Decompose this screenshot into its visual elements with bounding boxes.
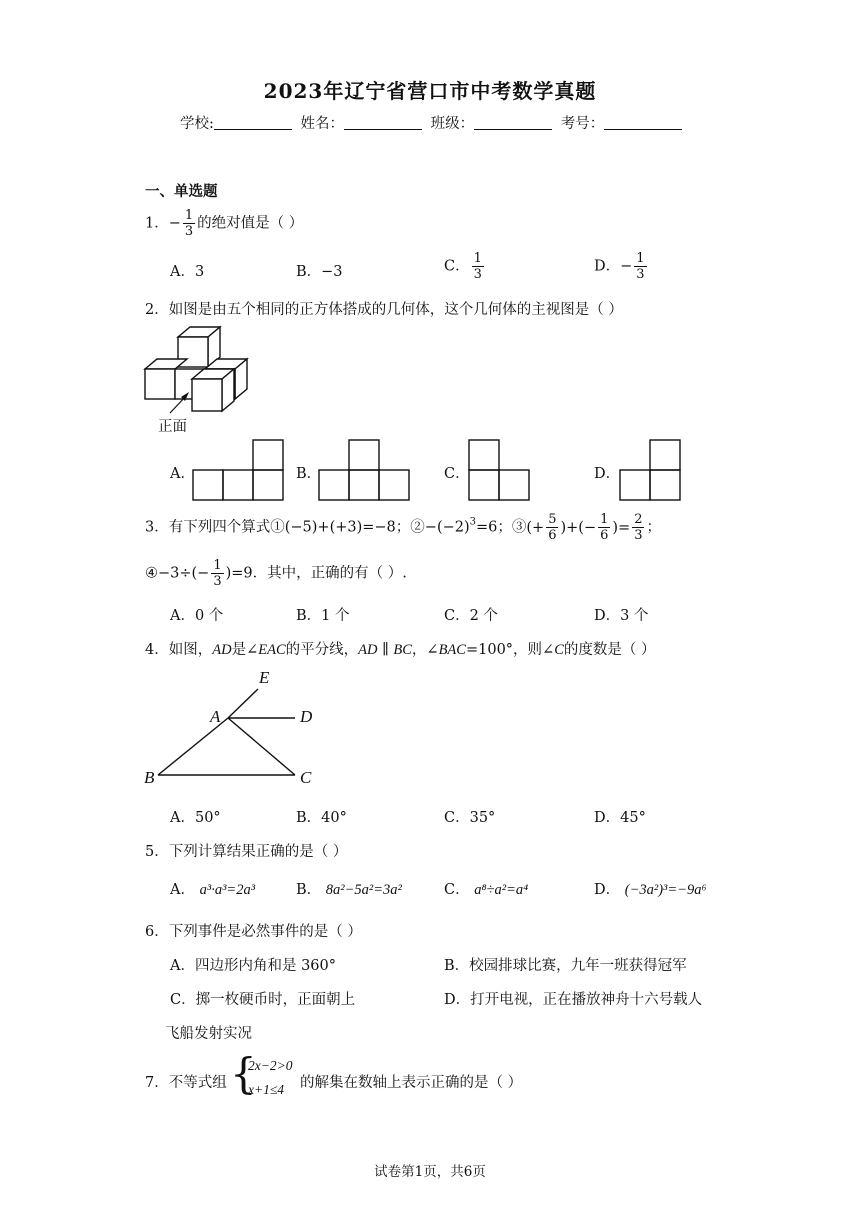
question-6-text: 6．下列事件是必然事件的是（ ） bbox=[145, 924, 362, 940]
q5-option-c[interactable]: C． a⁸÷a²=a⁴ bbox=[444, 882, 529, 898]
q2-option-b-label[interactable]: B． bbox=[296, 466, 322, 482]
q4-option-c[interactable]: C．35° bbox=[444, 810, 496, 826]
q4-option-d[interactable]: D．45° bbox=[594, 810, 646, 826]
q6-option-b[interactable]: B．校园排球比赛，九年一班获得冠军 bbox=[444, 958, 687, 974]
page-title: 2023年辽宁省营口市中考数学真题 bbox=[263, 79, 597, 103]
point-label-a: A bbox=[210, 707, 221, 726]
point-label-d: D bbox=[300, 707, 313, 726]
q3-option-c[interactable]: C．2 个 bbox=[444, 608, 498, 624]
question-7-text: 的解集在数轴上表示正确的是（ ） bbox=[300, 1075, 523, 1091]
point-label-b: B bbox=[144, 768, 155, 787]
q6-option-d[interactable]: D．打开电视，正在播放神舟十六号载人 bbox=[444, 992, 703, 1008]
class-blank[interactable] bbox=[474, 115, 552, 130]
inequality-2: x+1≤4 bbox=[248, 1082, 285, 1097]
q1-option-b[interactable]: B．−3 bbox=[296, 264, 343, 280]
inequality-1: 2x−2>0 bbox=[248, 1058, 293, 1073]
q2-option-b-figure[interactable] bbox=[318, 438, 414, 502]
fraction: $\frac{1}{3}$ bbox=[473, 251, 482, 282]
q2-option-d-figure[interactable] bbox=[619, 438, 685, 502]
question-1 bbox=[145, 208, 303, 239]
q1-option-c[interactable]: C． $\frac{1}{3}$ bbox=[444, 251, 482, 282]
section-heading: 一、单选题 bbox=[145, 183, 218, 200]
question-3-line-1: 3．有下列四个算式①(−5)+(+3)=−8；$②-(-2)^3=6$；③(+ $\frac{5}{6}$ )+(− $\frac{1}{6}$ )= $\frac{2}{3}$ ； bbox=[145, 512, 661, 543]
question-3-line-2: ④−3÷(− $\frac{1}{3}$ )=9．其中，正确的有（ ）. bbox=[145, 558, 407, 589]
q3-option-a[interactable]: A．0 个 bbox=[170, 608, 224, 624]
question-4-text: 4．如图，AD是∠EAC的平分线，AD ∥ BC，∠BAC=100°，则∠C的度数是（ ） bbox=[145, 642, 656, 658]
exam-number-blank[interactable] bbox=[604, 115, 682, 130]
q2-option-a-label[interactable]: A． bbox=[170, 466, 195, 482]
q2-option-c-label[interactable]: C． bbox=[444, 466, 470, 482]
question-1-text: 的绝对值是（ ） bbox=[197, 215, 304, 232]
fraction: $\frac{1}{3}$ bbox=[636, 251, 645, 282]
minus-sign: − bbox=[168, 215, 181, 232]
student-info-line bbox=[180, 112, 686, 133]
expression-4: ④−3÷(− bbox=[145, 565, 210, 582]
expression-1: (−5)+(+3)=−8 bbox=[284, 519, 396, 536]
q5-option-d[interactable]: D． (−3a²)³=−9a⁶ bbox=[594, 882, 707, 898]
ray-ae bbox=[228, 689, 258, 718]
school-label: 学校: bbox=[180, 116, 214, 132]
fraction: $\frac{1}{3}$ bbox=[184, 208, 194, 239]
name-label: 姓名： bbox=[300, 116, 344, 132]
q2-option-c-figure[interactable] bbox=[468, 438, 534, 502]
q6-option-d-continuation: 飞船发射实况 bbox=[165, 1026, 252, 1042]
q4-option-b[interactable]: B．40° bbox=[296, 810, 347, 826]
q5-option-b[interactable]: B． 8a²−5a²=3a² bbox=[296, 882, 402, 898]
question-7-lead: 7．不等式组 bbox=[145, 1075, 227, 1091]
q3-option-d[interactable]: D．3 个 bbox=[594, 608, 649, 624]
front-view-label: 正面 bbox=[158, 419, 187, 435]
q5-option-a[interactable]: A． a³·a³=2a³ bbox=[170, 882, 256, 898]
expression-3: (+ $\frac{5}{6}$ )+(− $\frac{1}{6}$ )= $\frac{2}{3}$ bbox=[526, 512, 643, 543]
question-1-number: 1． bbox=[145, 215, 169, 232]
name-blank[interactable] bbox=[344, 115, 422, 130]
brace-icon: { bbox=[230, 1049, 257, 1098]
side-ac bbox=[228, 718, 295, 775]
question-2-text: 2．如图是由五个相同的正方体搭成的几何体，这个几何体的主视图是（ ） bbox=[145, 302, 623, 318]
class-label: 班级： bbox=[430, 116, 475, 132]
q6-option-c[interactable]: C．掷一枚硬币时，正面朝上 bbox=[170, 992, 356, 1008]
q6-option-a[interactable]: A．四边形内角和是 360° bbox=[170, 958, 337, 974]
question-5-text: 5．下列计算结果正确的是（ ） bbox=[145, 844, 348, 860]
q1-option-a[interactable]: A．3 bbox=[170, 264, 205, 280]
point-label-c: C bbox=[300, 768, 312, 787]
page-footer: 试卷第1页，共6页 bbox=[374, 1164, 486, 1180]
exam-number-label: 考号： bbox=[560, 116, 605, 132]
school-blank[interactable] bbox=[214, 115, 292, 130]
q1-option-d[interactable]: D．− $\frac{1}{3}$ bbox=[594, 251, 645, 282]
q4-option-a[interactable]: A．50° bbox=[170, 810, 221, 826]
q2-option-d-label[interactable]: D． bbox=[594, 466, 621, 482]
expression-2: −(−2) bbox=[424, 519, 470, 536]
q2-option-a-figure[interactable] bbox=[192, 438, 288, 502]
point-label-e: E bbox=[259, 668, 270, 687]
q3-option-b[interactable]: B．1 个 bbox=[296, 608, 350, 624]
